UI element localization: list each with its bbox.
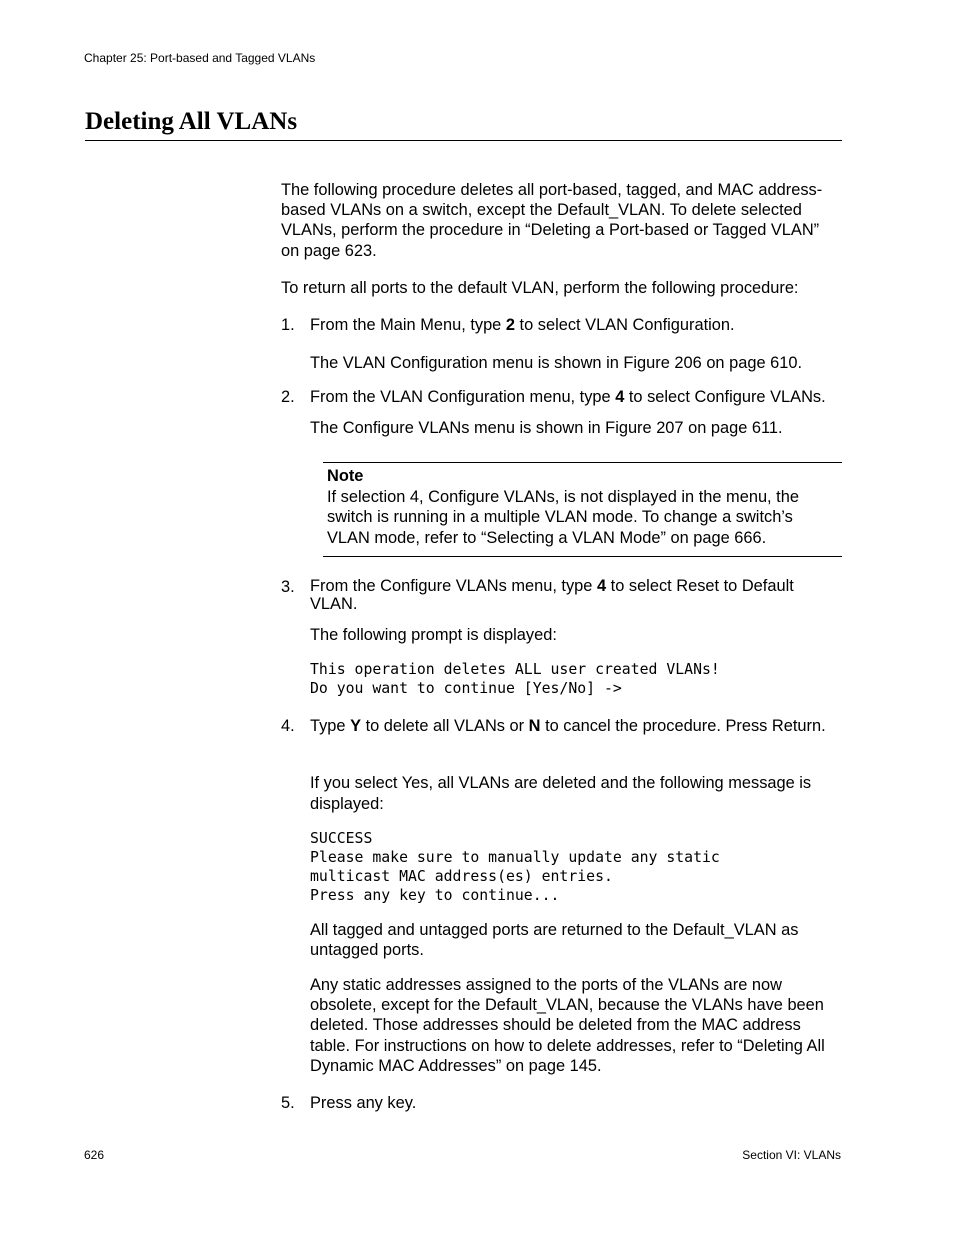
step-1-text: From the Main Menu, type 2 to select VLAN Configuration.	[310, 316, 735, 334]
code-line: multicast MAC address(es) entries.	[310, 868, 613, 885]
step-5-number: 5.	[281, 1094, 295, 1112]
step-4-number: 4.	[281, 717, 295, 735]
success-code-block	[310, 829, 720, 905]
page-title: Deleting All VLANs	[85, 108, 298, 135]
running-header: Chapter 25: Port-based and Tagged VLANs	[84, 51, 316, 65]
step-4-result: If you select Yes, all VLANs are deleted and the following message is displayed:	[310, 774, 812, 813]
step-2-text: From the VLAN Configuration menu, type 4 to select Configure VLANs.	[310, 388, 826, 406]
prompt-code-block	[310, 660, 720, 698]
step-4-ports-note: All tagged and untagged ports are returned to the Default_VLAN as untagged ports.	[310, 921, 799, 960]
page-number: 626	[84, 1148, 105, 1162]
step-5-text: Press any key.	[310, 1094, 417, 1112]
note-top-rule	[323, 462, 842, 463]
code-line: Do you want to continue [Yes/No] ->	[310, 680, 622, 697]
code-line: Press any key to continue...	[310, 887, 560, 904]
step-1-key: 2	[505, 316, 515, 334]
step-2-key: 4	[615, 388, 625, 406]
code-line: This operation deletes ALL user created VLANs!	[310, 661, 720, 678]
intro-paragraph: The following procedure deletes all port-based, tagged, and MAC address-based VLANs on a switch, except the Default_VLAN. To delete selected VLANs, perform the procedure in “Deleting a Port-based or Tagged VLAN” on page 623.	[281, 181, 823, 260]
step-4-key-yes: Y	[350, 717, 362, 735]
note-title: Note	[327, 467, 364, 485]
title-rule	[85, 140, 842, 141]
code-line: SUCCESS	[310, 830, 373, 847]
step-1-number: 1.	[281, 316, 295, 334]
intro-procedure-lead: To return all ports to the default VLAN, perform the following procedure:	[281, 279, 799, 297]
step-3-number: 3.	[281, 578, 295, 596]
step-2-result: The Configure VLANs menu is shown in Figure 207 on page 611.	[310, 419, 783, 437]
step-3-result: The following prompt is displayed:	[310, 626, 557, 644]
step-4-key-no: N	[528, 717, 541, 735]
step-2-number: 2.	[281, 388, 295, 406]
footer-section: Section VI: VLANs	[742, 1148, 841, 1162]
step-4-static-addresses-note: Any static addresses assigned to the ports of the VLANs are now obsolete, except for the Default_VLAN, because the VLANs have been deleted. Those addresses should be deleted from the MAC address table. For instructions on how to delete addresses, refer to “Deleting All Dynamic MAC Addresses” on page 145.	[310, 976, 825, 1075]
step-3-text: From the Configure VLANs menu, type 4 to select Reset to Default VLAN.	[310, 577, 794, 613]
code-line: Please make sure to manually update any static	[310, 849, 720, 866]
step-1-result: The VLAN Configuration menu is shown in Figure 206 on page 610.	[310, 354, 803, 372]
step-3-key: 4	[596, 577, 607, 595]
note-bottom-rule	[323, 556, 842, 557]
step-4-text: Type Y to delete all VLANs or N to cancel the procedure. Press Return.	[310, 717, 826, 735]
note-text: If selection 4, Configure VLANs, is not displayed in the menu, the switch is running in a multiple VLAN mode. To change a switch’s VLAN mode, refer to “Selecting a VLAN Mode” on page 666.	[327, 488, 799, 547]
